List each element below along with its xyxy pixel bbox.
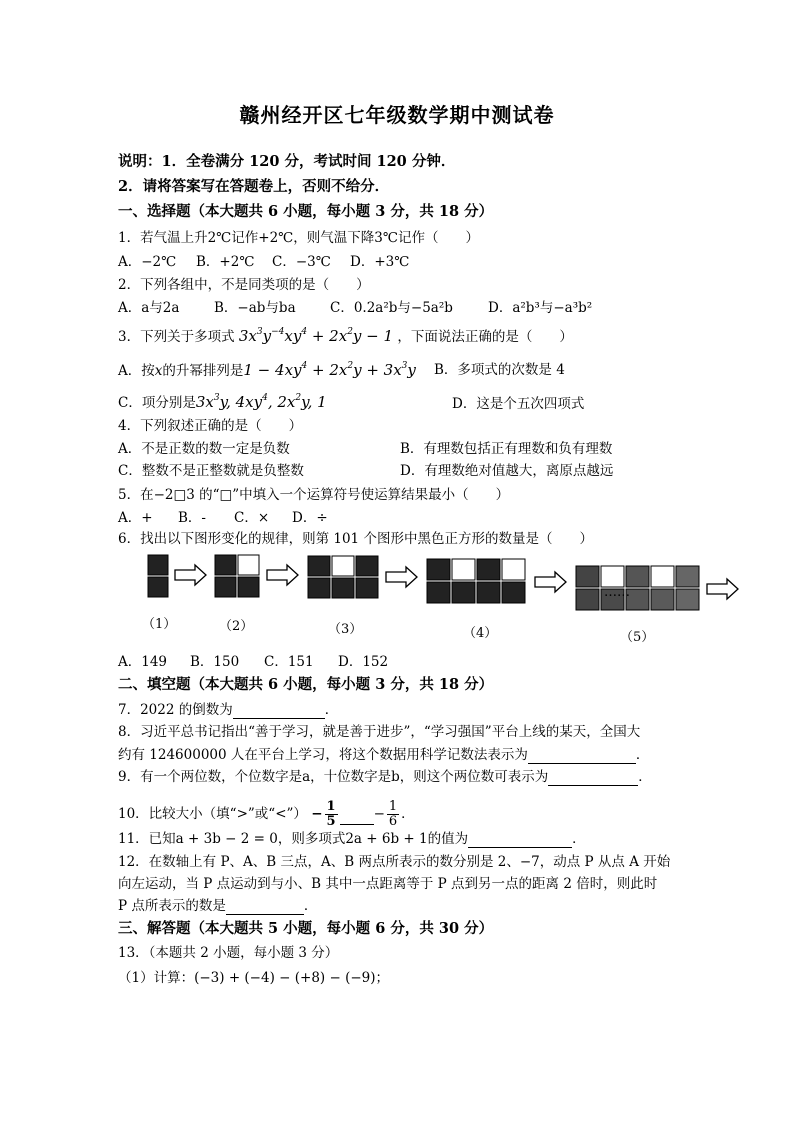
q3-option-d: D．这是个五次四项式	[452, 396, 585, 412]
q3-option-a-prefix: A．按	[118, 363, 155, 379]
q2-option-a: A．a与2a	[118, 300, 180, 316]
question-10	[118, 796, 415, 832]
q1-option-d: D．+3℃	[350, 254, 410, 270]
pattern-step-5	[576, 566, 699, 610]
q10-answer-blank[interactable]	[340, 804, 374, 825]
note-line-1: 说明：1．全卷满分 120 分，考试时间 120 分钟．	[118, 153, 456, 170]
question-8-line-2	[118, 746, 649, 764]
question-3-stem	[118, 327, 573, 346]
q1-option-a: A．−2℃	[118, 254, 177, 270]
q6-option-c: C．151	[264, 654, 314, 670]
question-8-line-1: 8．习近平总书记指出“善于学习，就是善于进步”，“学习强国”平台上线的某天，全国大	[118, 724, 641, 740]
q11-stem: 11．已知a + 3b − 2 = 0，则多项式2a + 6b + 1的值为	[118, 831, 469, 847]
q4-option-b: B．有理数包括正有理数和负有理数	[400, 441, 613, 457]
q4-option-c: C．整数不是正整数就是负整数	[118, 463, 304, 479]
q10-denominator-1: 5	[326, 814, 336, 829]
q9-stem: 9．有一个两位数，个位数字是a，十位数字是b，则这个两位数可表示为	[118, 769, 549, 785]
q10-fraction-1	[325, 800, 338, 829]
q9-answer-blank[interactable]	[548, 771, 638, 786]
pattern-label-5: （5）	[620, 630, 655, 645]
pattern-label-4: （4）	[463, 626, 498, 641]
q9-end: ．	[638, 769, 652, 785]
arrow-2	[267, 565, 298, 585]
q3-ascending-expression: $1 - 4xy^4 + 2x^2y + 3x^3y$	[243, 361, 416, 379]
q10-numerator-1: 1	[326, 799, 336, 814]
q8-stem: 约有 124600000 人在平台上学习，将这个数据用科学记数法表示为	[118, 747, 528, 763]
question-12-line-2: 向左运动，当 P 点运动到与小、B 其中一点距离等于 P 点到另一点的距离 2 倍时，则此时	[118, 876, 658, 892]
q3-option-a	[118, 361, 416, 380]
q10-numerator-2: 1	[388, 799, 398, 814]
question-12-line-1: 12．在数轴上有 P、A、B 三点，A、B 两点所表示的数分别是 2、−7，动点 P 从点 A 开始	[118, 854, 671, 870]
q10-minus-2: −	[373, 806, 385, 822]
q2-option-b: B．−ab与ba	[214, 300, 296, 316]
pattern-step-4	[427, 559, 525, 603]
q10-fraction-2	[387, 800, 399, 829]
q4-option-d: D．有理数绝对值越大，离原点越远	[400, 463, 614, 479]
q5-option-b: B．-	[178, 510, 206, 526]
arrow-4	[535, 572, 566, 592]
q3-stem-suffix: ，下面说法正确的是（ ）	[397, 329, 573, 345]
q5-option-d: D．÷	[292, 510, 328, 526]
q10-stem: 10．比较大小（填“>”或“<”）	[118, 806, 307, 822]
pattern-step-1	[148, 555, 168, 597]
pattern-ellipsis: ……	[604, 585, 630, 600]
q2-option-c: C．0.2a²b与−5a²b	[330, 300, 453, 316]
q12-answer-blank[interactable]	[226, 900, 304, 915]
q8-end: ．	[635, 747, 650, 763]
question-11	[118, 830, 586, 848]
q10-denominator-2: 6	[388, 814, 398, 829]
q6-option-d: D．152	[338, 654, 389, 670]
q7-stem: 7．2022 的倒数为	[118, 702, 233, 718]
pattern-step-3	[308, 556, 378, 598]
q10-minus-1: −	[311, 806, 323, 822]
q11-answer-blank[interactable]	[468, 833, 572, 848]
q2-option-d: D．a²b³与−a³b²	[488, 300, 593, 316]
pattern-figure	[140, 553, 780, 623]
arrow-1	[175, 565, 206, 585]
section-heading-solve: 三、解答题（本大题共 5 小题，每小题 6 分，共 30 分）	[118, 920, 494, 937]
section-heading-choice: 一、选择题（本大题共 6 小题，每小题 3 分，共 18 分）	[118, 203, 494, 220]
note-line-2: 2．请将答案写在答题卷上，否则不给分．	[118, 178, 390, 195]
q3-option-b: B．多项式的次数是 4	[434, 362, 565, 378]
q3-polynomial: $3x^3y^{-4}xy^4 + 2x^2y - 1$	[238, 327, 394, 345]
q4-option-a: A．不是正数的数一定是负数	[118, 441, 290, 457]
q12-stem: P 点所表示的数是	[118, 898, 226, 914]
q7-answer-blank[interactable]	[233, 704, 325, 719]
question-4-stem: 4．下列叙述正确的是（ ）	[118, 418, 303, 434]
q6-option-a: A．149	[118, 654, 168, 670]
pattern-step-2	[215, 555, 259, 597]
arrow-3	[386, 567, 417, 587]
pattern-label-2: （2）	[219, 619, 254, 634]
q3-stem-prefix: 3．下列关于多项式	[118, 329, 235, 345]
question-6-stem: 6．找出以下图形变化的规律，则第 101 个图形中黑色正方形的数量是（ ）	[118, 531, 593, 547]
section-heading-fill: 二、填空题（本大题共 6 小题，每小题 3 分，共 18 分）	[118, 676, 494, 693]
q7-end: ．	[324, 702, 339, 718]
q3-option-c-prefix: C．项分别是	[118, 395, 196, 411]
q3-terms-expression: $3x^3y$, $4xy^4$, $2x^2y$, 1	[195, 393, 327, 411]
q1-option-c: C．−3℃	[272, 254, 331, 270]
arrow-5	[707, 579, 738, 599]
question-5-stem: 5．在−2□3 的“□”中填入一个运算符号使运算结果最小（ ）	[118, 487, 510, 503]
question-9	[118, 768, 652, 786]
pattern-label-3: （3）	[328, 622, 363, 637]
pattern-label-1: （1）	[142, 617, 177, 632]
question-12-line-3	[118, 897, 317, 915]
q6-option-b: B．150	[190, 654, 240, 670]
q1-option-b: B．+2℃	[196, 254, 255, 270]
q3-option-a-mid: 的升幂排列是	[162, 363, 244, 379]
q5-option-a: A．+	[118, 510, 153, 526]
q3-variable-x: x	[154, 363, 163, 379]
question-13-stem: 13．（本题共 2 小题，每小题 3 分）	[118, 945, 339, 961]
question-13-part-1: （1）计算：(−3) + (−4) − (+8) − (−9)；	[118, 970, 390, 986]
q8-answer-blank[interactable]	[528, 749, 636, 764]
q3-option-c	[118, 393, 327, 412]
q11-end: ．	[572, 831, 586, 847]
page-title: 赣州经开区七年级数学期中测试卷	[239, 103, 555, 127]
q12-end: ．	[303, 898, 318, 914]
question-7	[118, 701, 338, 719]
question-2-stem: 2．下列各组中，不是同类项的是（ ）	[118, 277, 370, 293]
q10-end: ．	[401, 806, 415, 822]
q5-option-c: C．×	[234, 510, 270, 526]
question-1-stem: 1．若气温上升2℃记作+2℃，则气温下降3℃记作（ ）	[118, 230, 479, 246]
